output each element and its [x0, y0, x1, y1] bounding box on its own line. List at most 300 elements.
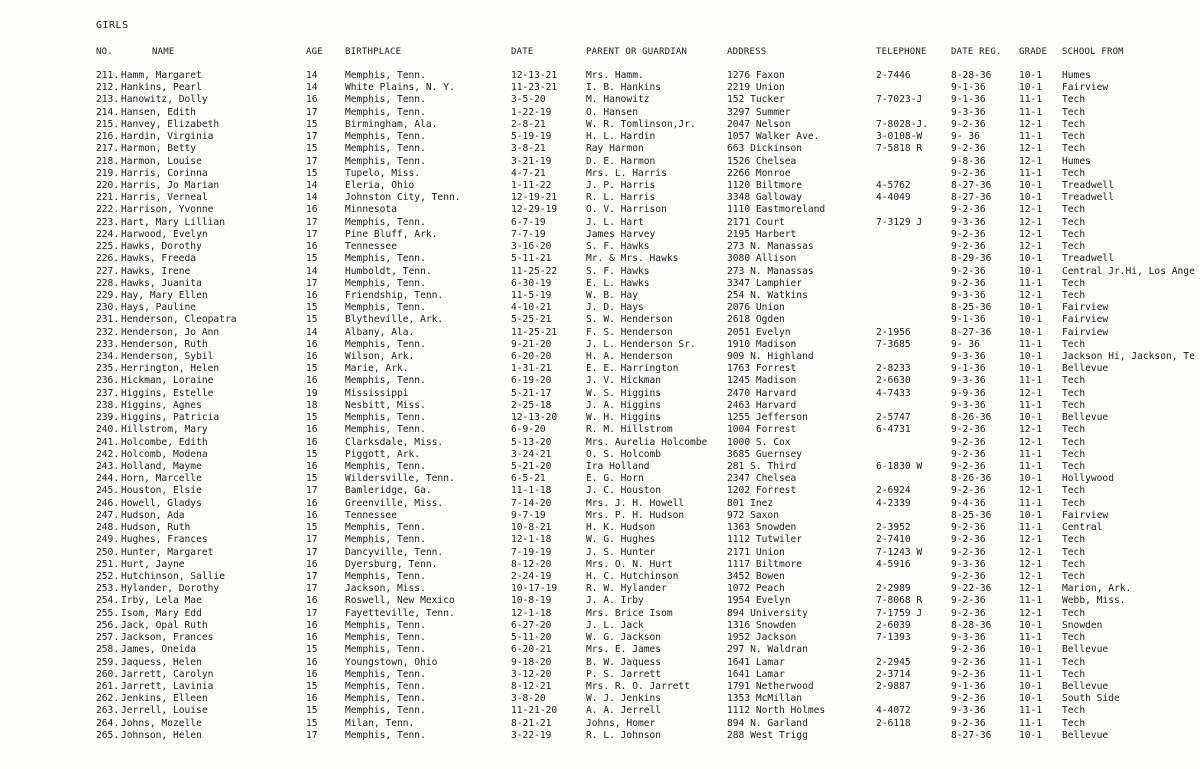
cell-parent: Mrs. J. H. Howell	[586, 497, 685, 509]
cell-date: 10-8-19	[511, 595, 552, 607]
cell-telephone: 2-2945	[876, 656, 911, 668]
cell-grade: 12-1	[1019, 118, 1043, 130]
cell-date: 3-8-20	[511, 693, 546, 705]
cell-birthplace: Memphis, Tenn.	[345, 424, 426, 436]
cell-birthplace: Wildersville, Tenn.	[345, 473, 455, 485]
cell-grade: 12-1	[1019, 155, 1043, 167]
cell-name: Harmon, Betty	[121, 143, 197, 155]
cell-no: 259.	[96, 656, 120, 668]
cell-school-from: Tech	[1062, 277, 1086, 289]
cell-name: Harwood, Evelyn	[121, 228, 208, 240]
cell-parent: Mrs. L. Harris	[586, 167, 667, 179]
cell-age: 17	[306, 485, 318, 497]
table-row	[0, 583, 1200, 595]
cell-address: 2470 Harvard	[727, 387, 797, 399]
cell-date-reg: 9-2-36	[951, 241, 986, 253]
table-row	[0, 70, 1200, 82]
cell-birthplace: Memphis, Tenn.	[345, 131, 426, 143]
cell-address: 1004 Forrest	[727, 424, 797, 436]
cell-parent: S. F. Hawks	[586, 241, 650, 253]
cell-age: 16	[306, 619, 318, 631]
cell-school-from: Bellevue	[1062, 363, 1109, 375]
cell-address: 1110 Eastmoreland	[727, 204, 826, 216]
cell-date-reg: 8-29-36	[951, 253, 992, 265]
cell-grade: 12-1	[1019, 289, 1043, 301]
cell-date: 3-12-20	[511, 668, 552, 680]
table-row	[0, 400, 1200, 412]
cell-no: 258.	[96, 644, 120, 656]
cell-date: 7-14-20	[511, 497, 552, 509]
cell-school-from: Tech	[1062, 717, 1086, 729]
table-row	[0, 693, 1200, 705]
cell-date-reg: 9-2-36	[951, 644, 986, 656]
table-row	[0, 424, 1200, 436]
cell-date-reg: 9-2-36	[951, 717, 986, 729]
cell-birthplace: Piggott, Ark.	[345, 448, 421, 460]
cell-parent: J. L. Henderson Sr.	[586, 338, 696, 350]
cell-no: 221.	[96, 192, 120, 204]
cell-parent: J. L. Hart	[586, 216, 644, 228]
cell-grade: 10-1	[1019, 644, 1043, 656]
cell-date-reg: 8-25-36	[951, 509, 992, 521]
cell-age: 16	[306, 375, 318, 387]
cell-school-from: Snowden	[1062, 619, 1103, 631]
cell-no: 243.	[96, 461, 120, 472]
cell-school-from: Treadwell	[1062, 192, 1114, 204]
table-row	[0, 217, 1200, 229]
cell-parent: R. L. Johnson	[586, 729, 662, 741]
cell-address: 3080 Allison	[727, 253, 797, 265]
cell-age: 17	[306, 546, 318, 558]
sheet-title: GIRLS	[96, 20, 129, 31]
cell-date: 6-19-20	[511, 375, 552, 387]
cell-date: 12-1-18	[511, 607, 552, 619]
cell-age: 14	[306, 82, 318, 94]
cell-date: 3-16-20	[511, 241, 552, 253]
cell-date-reg: 9-1-36	[951, 363, 986, 375]
cell-address: 894 University	[727, 607, 808, 619]
cell-address: 3685 Guernsey	[727, 448, 803, 460]
cell-grade: 12-1	[1019, 387, 1043, 399]
cell-age: 15	[306, 143, 318, 155]
cell-name: Jenkins, Elleen	[121, 693, 208, 705]
cell-date: 12-1-18	[511, 534, 552, 546]
cell-birthplace: Memphis, Tenn.	[345, 644, 426, 656]
cell-parent: W. R. Tomlinson,Jr.	[586, 118, 696, 130]
cell-age: 15	[306, 522, 318, 534]
cell-grade: 10-1	[1019, 693, 1043, 705]
cell-parent: J. D. Hays	[586, 302, 644, 314]
cell-date-reg: 8-27-36	[951, 179, 992, 191]
cell-school-from: Tech	[1062, 216, 1086, 228]
cell-name: Hart, Mary Lillian	[121, 216, 225, 228]
cell-address: 801 Inez	[727, 497, 774, 509]
table-row	[0, 705, 1200, 717]
cell-address: 1202 Forrest	[727, 485, 797, 497]
cell-telephone: 4-4072	[876, 705, 911, 717]
cell-address: 2347 Chelsea	[727, 473, 797, 485]
cell-school-from: Tech	[1062, 387, 1086, 399]
cell-grade: 11-1	[1019, 656, 1043, 668]
cell-parent: B. W. Jaquess	[586, 656, 662, 668]
table-row	[0, 510, 1200, 522]
cell-no: 235.	[96, 363, 120, 375]
cell-date-reg: 8-26-36	[951, 412, 992, 424]
cell-address: 1763 Forrest	[727, 363, 797, 375]
cell-telephone: 2-6039	[876, 619, 911, 631]
cell-grade: 12-1	[1019, 607, 1043, 619]
cell-school-from: Tech	[1062, 607, 1086, 619]
cell-date-reg: 9- 36	[951, 131, 980, 143]
cell-no: 245.	[96, 485, 120, 497]
cell-grade: 11-1	[1019, 497, 1043, 509]
cell-address: 2266 Monroe	[727, 167, 791, 179]
cell-date-reg: 9-3-36	[951, 399, 986, 411]
cell-address: 894 N. Garland	[727, 717, 808, 729]
cell-school-from: Tech	[1062, 656, 1086, 668]
cell-grade: 10-1	[1019, 363, 1043, 375]
cell-no: 264.	[96, 717, 120, 729]
cell-age: 17	[306, 131, 318, 143]
cell-address: 1641 Lamar	[727, 668, 785, 680]
cell-grade: 10-1	[1019, 729, 1043, 741]
table-row	[0, 375, 1200, 387]
header-name: NAME	[152, 47, 175, 57]
cell-birthplace: Nesbitt, Miss.	[345, 399, 426, 411]
cell-parent: Mrs. R. O. Jarrett	[586, 680, 690, 692]
cell-date: 5-19-19	[511, 131, 552, 143]
cell-no: 242.	[96, 448, 120, 460]
cell-age: 17	[306, 570, 318, 582]
cell-age: 15	[306, 118, 318, 130]
cell-no: 237.	[96, 387, 120, 399]
cell-birthplace: Memphis, Tenn.	[345, 680, 426, 692]
cell-parent: I. B. Hankins	[586, 82, 662, 94]
cell-no: 248.	[96, 522, 120, 534]
table-row	[0, 461, 1200, 473]
cell-name: Hawks, Juanita	[121, 277, 202, 289]
cell-school-from: Tech	[1062, 424, 1086, 436]
table-row	[0, 351, 1200, 363]
cell-school-from: Humes	[1062, 155, 1091, 167]
cell-grade: 11-1	[1019, 399, 1043, 411]
cell-telephone: 2-7446	[876, 70, 911, 81]
cell-school-from: South Side	[1062, 693, 1120, 705]
cell-telephone: 7-7023-J	[876, 94, 923, 106]
cell-birthplace: Memphis, Tenn.	[345, 461, 426, 472]
cell-no: 240.	[96, 424, 120, 436]
cell-birthplace: Blytheville, Ark.	[345, 314, 444, 326]
cell-telephone: 7-8028-J.	[876, 118, 928, 130]
cell-age: 16	[306, 558, 318, 570]
cell-date: 3-5-20	[511, 94, 546, 106]
cell-birthplace: Memphis, Tenn.	[345, 570, 426, 582]
cell-parent: Mrs. Aurelia Holcombe	[586, 436, 708, 448]
cell-grade: 12-1	[1019, 424, 1043, 436]
student-table	[0, 70, 1200, 742]
cell-date-reg: 8-25-36	[951, 302, 992, 314]
cell-parent: R. W. Hylander	[586, 583, 667, 595]
cell-age: 14	[306, 179, 318, 191]
cell-age: 16	[306, 94, 318, 106]
cell-grade: 11-1	[1019, 668, 1043, 680]
cell-name: Hudson, Ruth	[121, 522, 191, 534]
cell-age: 16	[306, 595, 318, 607]
cell-parent: W. H. Higgins	[586, 412, 662, 424]
cell-date-reg: 9-3-36	[951, 558, 986, 570]
cell-telephone: 2-6118	[876, 717, 911, 729]
table-row	[0, 192, 1200, 204]
cell-no: 230.	[96, 302, 120, 314]
cell-age: 17	[306, 216, 318, 228]
cell-name: Horn, Marcelle	[121, 473, 202, 485]
cell-address: 1120 Biltmore	[727, 179, 803, 191]
cell-no: 213.	[96, 94, 120, 106]
cell-grade: 12-1	[1019, 546, 1043, 558]
cell-name: Henderson, Sybil	[121, 351, 214, 363]
cell-no: 220.	[96, 179, 120, 191]
cell-school-from: Tech	[1062, 461, 1086, 472]
cell-date: 2-24-19	[511, 570, 552, 582]
cell-name: Higgins, Estelle	[121, 387, 214, 399]
cell-birthplace: Eleria, Ohio	[345, 179, 415, 191]
cell-name: Hawks, Freeda	[121, 253, 197, 265]
cell-birthplace: Memphis, Tenn.	[345, 522, 426, 534]
cell-school-from: Central Jr.Hi, Los Ange	[1062, 265, 1195, 277]
cell-date-reg: 8-28-36	[951, 70, 992, 81]
cell-parent: J. A. Irby	[586, 595, 644, 607]
cell-grade: 11-1	[1019, 338, 1043, 350]
cell-birthplace: Marie, Ark.	[345, 363, 409, 375]
cell-school-from: Tech	[1062, 534, 1086, 546]
cell-grade: 12-1	[1019, 204, 1043, 216]
table-row	[0, 131, 1200, 143]
cell-age: 17	[306, 583, 318, 595]
cell-grade: 11-1	[1019, 448, 1043, 460]
cell-date: 9-18-20	[511, 656, 552, 668]
cell-school-from: Fairview	[1062, 509, 1109, 521]
cell-parent: J. P. Harris	[586, 179, 656, 191]
table-row	[0, 180, 1200, 192]
cell-age: 18	[306, 399, 318, 411]
cell-no: 255.	[96, 607, 120, 619]
table-row	[0, 94, 1200, 106]
cell-address: 2219 Union	[727, 82, 785, 94]
cell-birthplace: Tennessee	[345, 241, 397, 253]
cell-school-from: Tech	[1062, 375, 1086, 387]
cell-age: 14	[306, 70, 318, 81]
cell-birthplace: Memphis, Tenn.	[345, 619, 426, 631]
cell-telephone: 4-4049	[876, 192, 911, 204]
cell-date-reg: 9-3-36	[951, 351, 986, 363]
cell-date-reg: 9-2-36	[951, 277, 986, 289]
cell-birthplace: Johnston City, Tenn.	[345, 192, 461, 204]
cell-name: Howell, Gladys	[121, 497, 202, 509]
cell-address: 2051 Evelyn	[727, 326, 791, 338]
table-row	[0, 437, 1200, 449]
cell-birthplace: Pine Bluff, Ark.	[345, 228, 438, 240]
cell-no: 262.	[96, 693, 120, 705]
cell-name: Henderson, Cleopatra	[121, 314, 237, 326]
cell-date: 1-11-22	[511, 179, 552, 191]
cell-no: 253.	[96, 583, 120, 595]
cell-name: Hardin, Virginia	[121, 131, 214, 143]
cell-date-reg: 9-2-36	[951, 546, 986, 558]
cell-parent: P. S. Jarrett	[586, 668, 662, 680]
table-row	[0, 119, 1200, 131]
cell-grade: 12-1	[1019, 216, 1043, 228]
cell-date-reg: 9-2-36	[951, 534, 986, 546]
cell-age: 16	[306, 461, 318, 472]
cell-date-reg: 9-2-36	[951, 607, 986, 619]
cell-address: 1316 Snowden	[727, 619, 797, 631]
header-address: ADDRESS	[727, 47, 767, 57]
cell-no: 222.	[96, 204, 120, 216]
cell-parent: O. S. Holcomb	[586, 448, 662, 460]
cell-age: 16	[306, 424, 318, 436]
cell-no: 239.	[96, 412, 120, 424]
cell-birthplace: Bamleridge, Ga.	[345, 485, 432, 497]
cell-school-from: Treadwell	[1062, 253, 1114, 265]
table-row	[0, 730, 1200, 742]
cell-no: 233.	[96, 338, 120, 350]
cell-grade: 11-1	[1019, 131, 1043, 143]
cell-address: 3348 Galloway	[727, 192, 803, 204]
cell-school-from: Fairview	[1062, 82, 1109, 94]
cell-address: 2047 Nelson	[727, 118, 791, 130]
cell-birthplace: Friendship, Tenn.	[345, 289, 444, 301]
cell-no: 261.	[96, 680, 120, 692]
cell-date: 12-29-19	[511, 204, 558, 216]
cell-parent: D. E. Harmon	[586, 155, 656, 167]
cell-address: 273 N. Manassas	[727, 265, 814, 277]
cell-birthplace: Memphis, Tenn.	[345, 534, 426, 546]
cell-address: 1952 Jackson	[727, 632, 797, 644]
cell-no: 238.	[96, 399, 120, 411]
cell-parent: H. K. Hudson	[586, 522, 656, 534]
cell-name: Harrison, Yvonne	[121, 204, 214, 216]
cell-name: Jackson, Frances	[121, 632, 214, 644]
cell-grade: 12-1	[1019, 436, 1043, 448]
cell-no: 218.	[96, 155, 120, 167]
cell-no: 247.	[96, 509, 120, 521]
cell-school-from: Tech	[1062, 546, 1086, 558]
cell-parent: Mrs. P. H. Hudson	[586, 509, 685, 521]
cell-no: 228.	[96, 277, 120, 289]
cell-parent: Mrs. Brice Isom	[586, 607, 673, 619]
cell-school-from: Tech	[1062, 338, 1086, 350]
table-row	[0, 388, 1200, 400]
cell-school-from: Tech	[1062, 106, 1086, 118]
cell-parent: James Harvey	[586, 228, 656, 240]
cell-date-reg: 9-2-36	[951, 570, 986, 582]
cell-date-reg: 8-28-36	[951, 619, 992, 631]
cell-age: 17	[306, 106, 318, 118]
table-row	[0, 534, 1200, 546]
cell-parent: R. L. Harris	[586, 192, 656, 204]
cell-birthplace: Dyersburg, Tenn.	[345, 558, 438, 570]
cell-birthplace: Memphis, Tenn.	[345, 729, 426, 741]
cell-name: Harris, Jo Marian	[121, 179, 220, 191]
cell-telephone: 2-5747	[876, 412, 911, 424]
cell-no: 224.	[96, 228, 120, 240]
cell-date: 3-8-21	[511, 143, 546, 155]
cell-grade: 10-1	[1019, 680, 1043, 692]
cell-name: Houston, Elsie	[121, 485, 202, 497]
cell-no: 256.	[96, 619, 120, 631]
cell-age: 16	[306, 693, 318, 705]
cell-grade: 10-1	[1019, 314, 1043, 326]
cell-age: 16	[306, 289, 318, 301]
cell-school-from: Tech	[1062, 497, 1086, 509]
cell-address: 1363 Snowden	[727, 522, 797, 534]
cell-grade: 12-1	[1019, 570, 1043, 582]
cell-date: 10-8-21	[511, 522, 552, 534]
cell-name: Higgins, Agnes	[121, 399, 202, 411]
cell-parent: J. C. Houston	[586, 485, 662, 497]
header-date: DATE	[511, 47, 534, 57]
cell-grade: 10-1	[1019, 412, 1043, 424]
table-row	[0, 241, 1200, 253]
table-row	[0, 339, 1200, 351]
cell-grade: 11-1	[1019, 106, 1043, 118]
cell-name: Hamm, Margaret	[121, 70, 202, 81]
cell-no: 260.	[96, 668, 120, 680]
cell-no: 231.	[96, 314, 120, 326]
cell-school-from: Tech	[1062, 204, 1086, 216]
cell-telephone: 7-3129 J	[876, 216, 923, 228]
cell-parent: J. L. Jack	[586, 619, 644, 631]
cell-date-reg: 9-2-36	[951, 228, 986, 240]
cell-address: 1526 Chelsea	[727, 155, 797, 167]
cell-date: 5-11-21	[511, 253, 552, 265]
cell-age: 16	[306, 338, 318, 350]
cell-age: 17	[306, 534, 318, 546]
cell-birthplace: Memphis, Tenn.	[345, 216, 426, 228]
header-school-from: SCHOOL FROM	[1062, 47, 1124, 57]
cell-grade: 11-1	[1019, 461, 1043, 472]
cell-name: Holcombe, Edith	[121, 436, 208, 448]
header-parent: PARENT OR GUARDIAN	[586, 47, 688, 57]
cell-telephone: 2-8233	[876, 363, 911, 375]
cell-no: 263.	[96, 705, 120, 717]
cell-age: 15	[306, 644, 318, 656]
cell-telephone: 4-7433	[876, 387, 911, 399]
cell-no: 257.	[96, 632, 120, 644]
cell-address: 1910 Madison	[727, 338, 797, 350]
cell-telephone: 7-8068 R	[876, 595, 923, 607]
cell-grade: 10-1	[1019, 265, 1043, 277]
cell-telephone: 2-2989	[876, 583, 911, 595]
cell-birthplace: Roswell, New Mexico	[345, 595, 455, 607]
table-row	[0, 595, 1200, 607]
cell-birthplace: Albany, Ala.	[345, 326, 415, 338]
cell-school-from: Tech	[1062, 94, 1086, 106]
cell-age: 15	[306, 680, 318, 692]
cell-telephone: 4-5916	[876, 558, 911, 570]
cell-date: 6-7-19	[511, 216, 546, 228]
cell-birthplace: Memphis, Tenn.	[345, 412, 426, 424]
cell-school-from: Tech	[1062, 289, 1086, 301]
cell-birthplace: Dancyville, Tenn.	[345, 546, 444, 558]
cell-school-from: Central	[1062, 522, 1103, 534]
cell-birthplace: Memphis, Tenn.	[345, 70, 426, 81]
table-row	[0, 290, 1200, 302]
cell-birthplace: Memphis, Tenn.	[345, 338, 426, 350]
column-header-row	[0, 47, 1200, 61]
cell-grade: 10-1	[1019, 179, 1043, 191]
cell-age: 15	[306, 705, 318, 717]
